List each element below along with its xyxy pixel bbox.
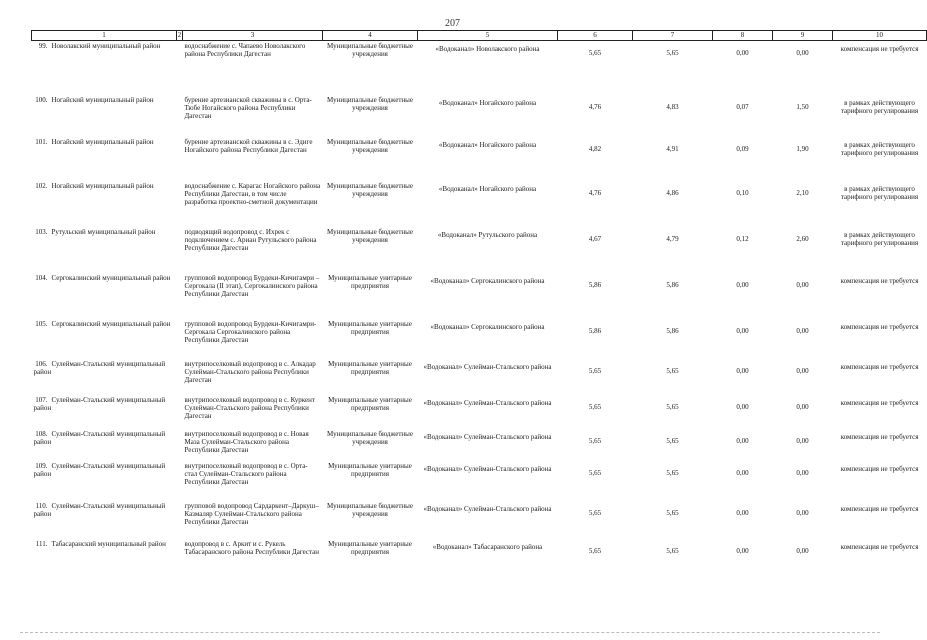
col-header: 8 [713, 31, 773, 41]
value-col6: 5,65 [588, 546, 602, 555]
col-header: 6 [558, 31, 633, 41]
table-row [32, 429, 927, 461]
object-cell: водоснабжение с. Карагас Ногайского района Республики Дагестан, в том числе разработка проектно-сметной документации [184, 181, 321, 207]
consumer-cell: Муниципальные унитарные предприятия [328, 395, 412, 412]
consumer-cell: Муниципальные бюджетные учреждения [327, 42, 413, 59]
value-col7: 5,65 [666, 402, 679, 411]
value-col7: 4,86 [666, 188, 679, 197]
consumer-cell: Муниципальные унитарные предприятия [328, 539, 412, 556]
district-cell [32, 95, 183, 137]
district-cell [32, 429, 183, 461]
object-cell: групповой водопровод Сардаркент–Даркуш–Казмаляр Сулейман-Стальского района Республики Дагестан [184, 501, 319, 527]
object-cell: водопровод в с. Аркит и с. Рукель Табасаранского района Республики Дагестан [184, 539, 319, 556]
value-col8: 0,00 [736, 546, 749, 555]
value-col7: 4,91 [666, 144, 679, 153]
table-row [32, 395, 927, 429]
row-number: 110. [35, 501, 48, 510]
object-cell: внутрипоселковый водопровод в с. Новая Маза Сулейман-Стальского района Республики Дагестан [184, 429, 309, 455]
value-col7: 5,86 [666, 280, 679, 289]
value-col9: 0,00 [796, 280, 809, 289]
district-cell [32, 359, 183, 395]
row-number: 100. [35, 95, 48, 104]
consumer-cell: Муниципальные бюджетные учреждения [327, 137, 413, 154]
table-row [32, 461, 927, 501]
table-row [32, 227, 927, 273]
col-header: 9 [773, 31, 833, 41]
row-number: 99. [38, 42, 48, 50]
value-col7: 5,65 [666, 436, 679, 445]
district-name: Сулейман-Стальский муниципальный район [33, 359, 166, 376]
district-name: Сулейман-Стальский муниципальный район [33, 429, 166, 446]
value-col6: 5,65 [588, 366, 602, 375]
provider-cell: «Водоканал» Ногайского района [438, 98, 537, 107]
district-cell [32, 395, 183, 429]
district-name: Ногайский муниципальный район [51, 137, 154, 146]
provider-cell: «Водоканал» Табасаранского района [432, 542, 543, 551]
provider-cell: «Водоканал» Сулейман-Стальского района [423, 362, 552, 371]
table-row [32, 273, 927, 319]
value-col8: 0,07 [736, 102, 749, 111]
note-cell: компенсация не требуется [840, 504, 919, 513]
provider-cell: «Водоканал» Ногайского района [438, 140, 537, 149]
provider-cell: «Водоканал» Сергокалинского района [430, 322, 545, 331]
provider-cell: «Водоканал» Сулейман-Стальского района [423, 398, 552, 407]
value-col6: 4,76 [588, 102, 602, 111]
row-number: 107. [35, 395, 48, 404]
value-col8: 0,00 [736, 436, 749, 445]
table-row [32, 137, 927, 181]
value-col6: 4,76 [588, 188, 602, 197]
value-col7: 5,65 [666, 49, 679, 57]
table-row [32, 319, 927, 359]
header-row [32, 31, 927, 41]
row-number: 104. [35, 273, 48, 282]
district-name: Сулейман-Стальский муниципальный район [33, 461, 166, 478]
tariff-table [31, 30, 927, 579]
consumer-cell: Муниципальные бюджетные учреждения [327, 227, 413, 244]
district-cell [32, 41, 183, 95]
table-row [32, 95, 927, 137]
provider-cell: «Водоканал» Сергокалинского района [430, 276, 545, 285]
district-cell [32, 319, 183, 359]
value-col6: 5,65 [588, 508, 602, 517]
object-cell: бурение артезианской скважины в с. Эдиге Ногайского района Республики Дагестан [184, 137, 313, 154]
value-col6: 5,86 [588, 280, 602, 289]
row-number: 101. [35, 137, 48, 146]
value-col7: 5,65 [666, 508, 679, 517]
value-col9: 0,00 [796, 436, 809, 445]
district-cell [32, 539, 183, 579]
value-col7: 4,79 [666, 234, 679, 243]
district-cell [32, 273, 183, 319]
value-col6: 4,67 [588, 234, 602, 243]
note-cell: компенсация не требуется [840, 432, 919, 441]
district-name: Табасаранский муниципальный район [51, 539, 166, 548]
row-number: 102. [35, 181, 48, 190]
value-col8: 0,09 [736, 144, 749, 153]
table-row [32, 539, 927, 579]
value-col7: 5,65 [666, 546, 679, 555]
note-cell: компенсация не требуется [840, 398, 919, 407]
provider-cell: «Водоканал» Новолакского района [435, 45, 540, 53]
col-header: 1 [32, 31, 177, 41]
value-col9: 0,00 [796, 546, 809, 555]
district-name: Новолакский муниципальный район [51, 42, 161, 50]
value-col9: 0,00 [796, 326, 809, 335]
consumer-cell: Муниципальные унитарные предприятия [328, 359, 412, 376]
object-cell: водоснабжение с. Чапаево Новолакского района Республики Дагестан [184, 42, 306, 59]
note-cell: в рамках действующего тарифного регулирования [840, 140, 919, 157]
col-header: 10 [833, 31, 927, 41]
col-header: 3 [183, 31, 323, 41]
row-number: 108. [35, 429, 48, 438]
note-cell: компенсация не требуется [840, 362, 919, 371]
provider-cell: «Водоканал» Сулейман-Стальского района [423, 432, 552, 441]
note-cell: компенсация не требуется [840, 464, 919, 473]
object-cell: групповой водопровод Бурдеки-Кичигамри – Сергокала (II этап), Сергокалинского района Республики Дагестан [184, 273, 320, 299]
value-col9: 2,60 [796, 234, 809, 243]
district-cell [32, 461, 183, 501]
row-number: 111. [35, 539, 48, 548]
value-col8: 0,12 [736, 234, 749, 243]
value-col9: 2,10 [796, 188, 809, 197]
district-name: Сулейман-Стальский муниципальный район [33, 395, 166, 412]
value-col9: 1,50 [796, 102, 809, 111]
page-edge [20, 632, 880, 633]
col-header: 5 [418, 31, 558, 41]
object-cell: внутрипоселковый водопровод в с. Орта-стал Сулейман-Стальского района Республики Дагестан [184, 461, 308, 487]
district-cell [32, 501, 183, 539]
value-col8: 0,00 [736, 366, 749, 375]
value-col6: 4,82 [588, 144, 602, 153]
note-cell: в рамках действующего тарифного регулирования [840, 230, 919, 247]
object-cell: бурение артезианской скважины в с. Орта-Тюбе Ногайского района Республики Дагестан [184, 95, 312, 121]
provider-cell: «Водоканал» Сулейман-Стальского района [423, 464, 552, 473]
object-cell: подводящий водопровод с. Ихрек с подключением с. Ариан Рутульского района Республики Дагестан [184, 227, 317, 253]
row-number: 105. [35, 319, 48, 328]
value-col6: 5,65 [588, 49, 602, 57]
district-name: Рутульский муниципальный район [51, 227, 156, 236]
table-row [32, 501, 927, 539]
district-name: Сергокалинский муниципальный район [51, 273, 171, 282]
value-col8: 0,00 [736, 49, 749, 57]
consumer-cell: Муниципальные бюджетные учреждения [327, 181, 413, 198]
value-col8: 0,00 [736, 468, 749, 477]
value-col9: 1,90 [796, 144, 809, 153]
note-cell: компенсация не требуется [840, 276, 919, 285]
provider-cell: «Водоканал» Рутульского района [437, 230, 538, 239]
district-name: Сулейман-Стальский муниципальный район [33, 501, 166, 518]
value-col7: 5,65 [666, 468, 679, 477]
district-cell [32, 227, 183, 273]
district-name: Ногайский муниципальный район [51, 95, 154, 104]
consumer-cell: Муниципальные бюджетные учреждения [327, 95, 413, 112]
value-col6: 5,86 [588, 326, 602, 335]
value-col6: 5,65 [588, 468, 602, 477]
value-col9: 0,00 [796, 49, 809, 57]
district-cell [32, 137, 183, 181]
object-cell: внутрипоселковый водопровод в с. Куркент Сулейман-Стальского района Республики Дагестан [184, 395, 315, 421]
value-col7: 5,86 [666, 326, 679, 335]
note-cell: компенсация не требуется [840, 322, 919, 331]
value-col7: 5,65 [666, 366, 679, 375]
district-name: Сергокалинский муниципальный район [51, 319, 171, 328]
row-number: 106. [35, 359, 48, 368]
table-row [32, 181, 927, 227]
consumer-cell: Муниципальные унитарные предприятия [328, 273, 412, 290]
value-col8: 0,10 [736, 188, 749, 197]
object-cell: групповой водопровод Бурдеки-Кичигамри-Сергокала Сергокалинского района Республики Дагестан [184, 319, 317, 345]
district-cell [32, 181, 183, 227]
provider-cell: «Водоканал» Сулейман-Стальского района [423, 504, 552, 513]
value-col8: 0,00 [736, 326, 749, 335]
note-cell: в рамках действующего тарифного регулирования [840, 184, 919, 201]
note-cell: компенсация не требуется [840, 45, 919, 53]
table-row [32, 41, 927, 95]
col-header: 4 [323, 31, 418, 41]
consumer-cell: Муниципальные унитарные предприятия [328, 461, 412, 478]
col-header: 7 [633, 31, 713, 41]
row-number: 109. [35, 461, 48, 470]
provider-cell: «Водоканал» Ногайского района [438, 184, 537, 193]
object-cell: внутрипоселковый водопровод в с. Алкадар Сулейман-Стальского района Республики Дагестан [184, 359, 316, 385]
page-number: 207 [445, 18, 460, 29]
note-cell: компенсация не требуется [840, 542, 919, 551]
value-col9: 0,00 [796, 468, 809, 477]
value-col8: 0,00 [736, 402, 749, 411]
value-col6: 5,65 [588, 436, 602, 445]
value-col7: 4,83 [666, 102, 679, 111]
consumer-cell: Муниципальные бюджетные учреждения [327, 429, 413, 446]
consumer-cell: Муниципальные бюджетные учреждения [327, 501, 413, 518]
value-col9: 0,00 [796, 366, 809, 375]
district-name: Ногайский муниципальный район [51, 181, 154, 190]
col-header: 2 [177, 31, 182, 40]
value-col9: 0,00 [796, 508, 809, 517]
consumer-cell: Муниципальные унитарные предприятия [328, 319, 412, 336]
value-col6: 5,65 [588, 402, 602, 411]
note-cell: в рамках действующего тарифного регулирования [840, 98, 919, 115]
table-row [32, 359, 927, 395]
value-col8: 0,00 [736, 280, 749, 289]
value-col9: 0,00 [796, 402, 809, 411]
row-number: 103. [35, 227, 48, 236]
value-col8: 0,00 [736, 508, 749, 517]
